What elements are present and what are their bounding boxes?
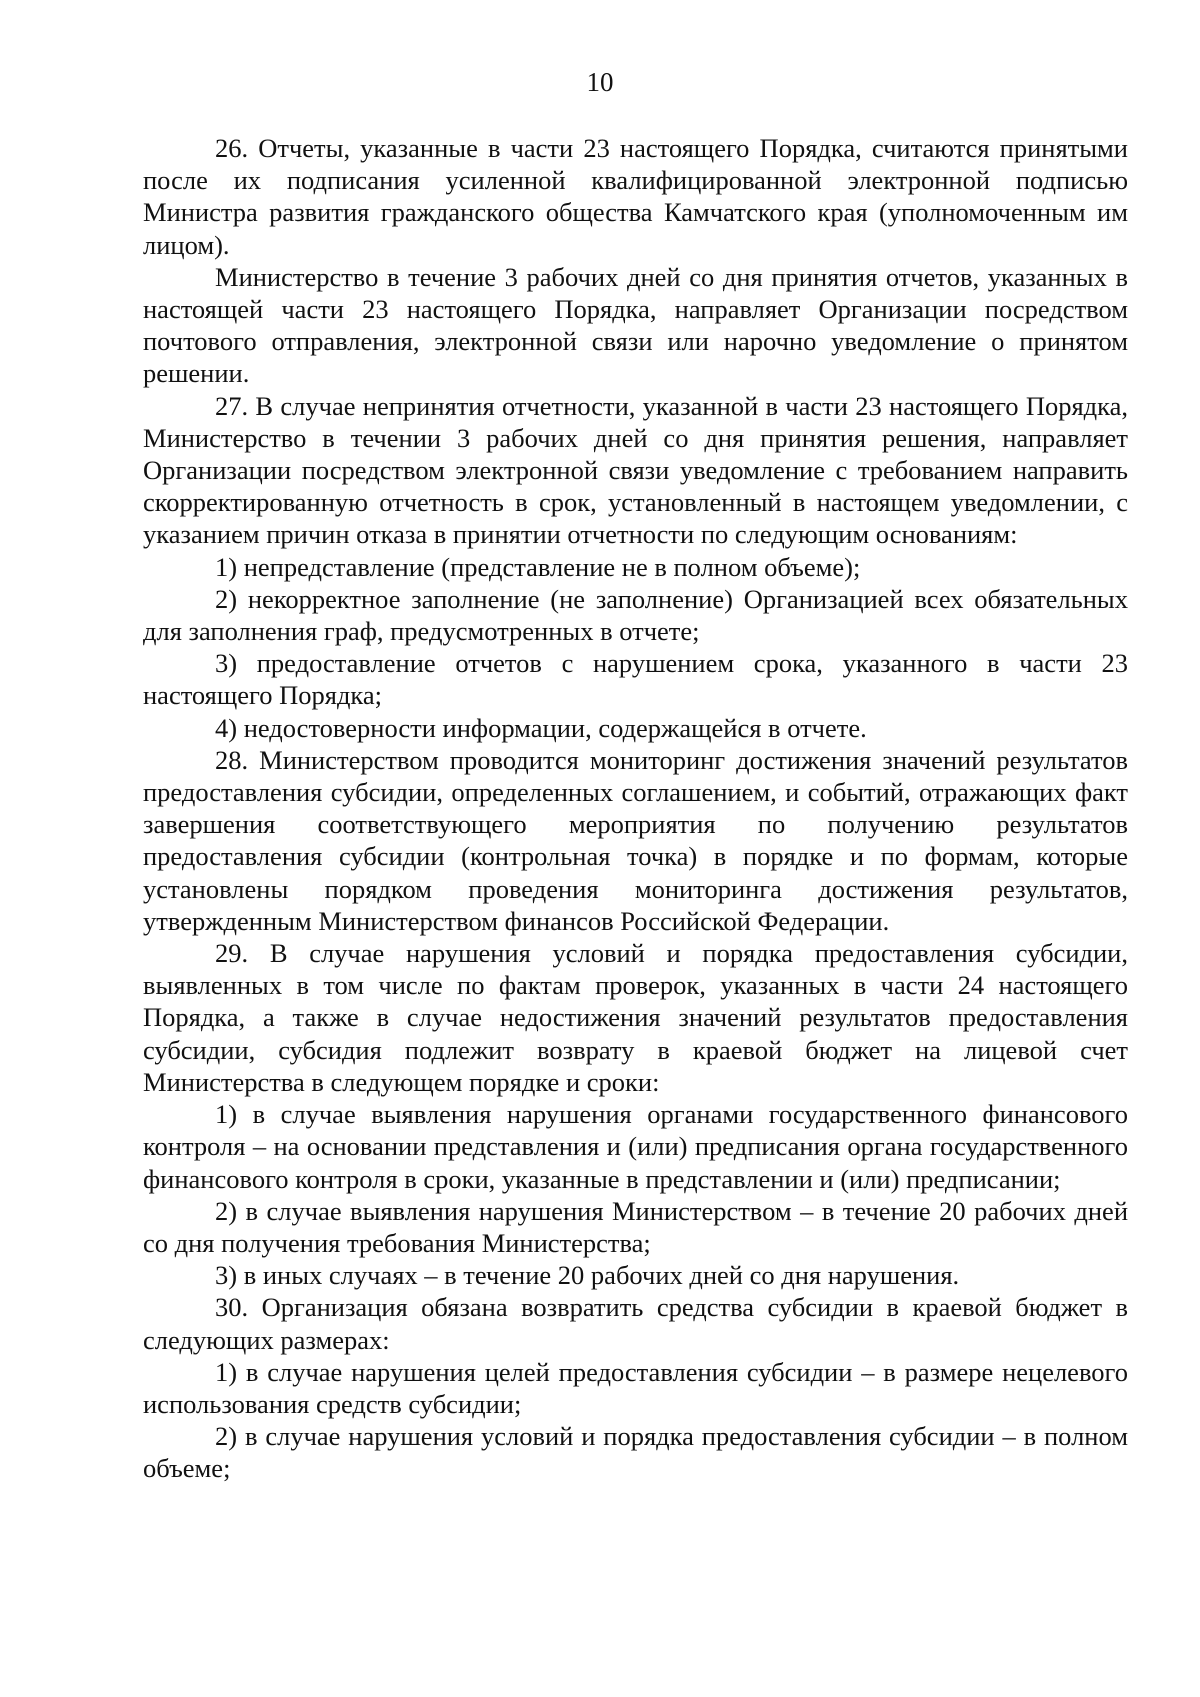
paragraph-29: 29. В случае нарушения условий и порядка предоставления субсидии, выявленных в том числе по фактам проверок, указанных в части 24 настоящего Порядка, а также в случае недостижения значений результатов предоставления субсидии, субсидия подлежит возврату в краевой бюджет на лицевой счет Министерства в следующем порядке и сроки:: [143, 938, 1128, 1097]
list-item-30-2: 2) в случае нарушения условий и порядка предоставления субсидии – в полном объеме;: [143, 1421, 1128, 1484]
paragraph-28: 28. Министерством проводится мониторинг достижения значений результатов предоставления субсидии, определенных соглашением, и событий, отражающих факт завершения соответствующего мероприятия по получению результатов предоставления субсидии (контрольная точка) в порядке и по формам, которые установлены порядком проведения мониторинга достижения результатов, утвержденным Министерством финансов Российской Федерации.: [143, 744, 1128, 936]
page-number: 10: [586, 67, 614, 97]
list-item-27-3: 3) предоставление отчетов с нарушением срока, указанного в части 23 настоящего Порядка;: [143, 648, 1128, 711]
paragraph-26: 26. Отчеты, указанные в части 23 настоящего Порядка, считаются принятыми после их подписания усиленной квалифицированной электронной подписью Министра развития гражданского общества Камчатского края (уполномоченным им лицом).: [143, 133, 1128, 260]
paragraph-30: 30. Организация обязана возвратить средства субсидии в краевой бюджет в следующих размерах:: [143, 1292, 1128, 1355]
list-item-29-2: 2) в случае выявления нарушения Министерством – в течение 20 рабочих дней со дня получения требования Министерства;: [143, 1195, 1128, 1258]
list-item-27-1: 1) непредставление (представление не в полном объеме);: [215, 551, 861, 582]
list-item-29-1: 1) в случае выявления нарушения органами государственного финансового контроля – на основании представления и (или) предписания органа государственного финансового контроля в сроки, указанные в представлении и (или) предписании;: [143, 1099, 1128, 1194]
list-item-29-3: 3) в иных случаях – в течение 20 рабочих дней со дня нарушения.: [215, 1260, 960, 1291]
list-item-27-2: 2) некорректное заполнение (не заполнение) Организацией всех обязательных для заполнения граф, предусмотренных в отчете;: [143, 583, 1128, 647]
document-body: [143, 132, 1128, 1485]
paragraph-27: 27. В случае непринятия отчетности, указанной в части 23 настоящего Порядка, Министерство в течении 3 рабочих дней со дня принятия решения, направляет Организации посредством электронной связи уведомление с требованием направить скорректированную отчетность в срок, установленный в настоящем уведомлении, с указанием причин отказа в принятии отчетности по следующим основаниям:: [143, 390, 1128, 550]
list-item-27-4: 4) недостоверности информации, содержащейся в отчете.: [215, 712, 867, 743]
list-item-30-1: 1) в случае нарушения целей предоставления субсидии – в размере нецелевого использования средств субсидии;: [143, 1356, 1128, 1419]
paragraph-26-notice: Министерство в течение 3 рабочих дней со дня принятия отчетов, указанных в настоящей части 23 настоящего Порядка, направляет Организации посредством почтового отправления, электронной связи или нарочно уведомление о принятом решении.: [143, 261, 1128, 389]
